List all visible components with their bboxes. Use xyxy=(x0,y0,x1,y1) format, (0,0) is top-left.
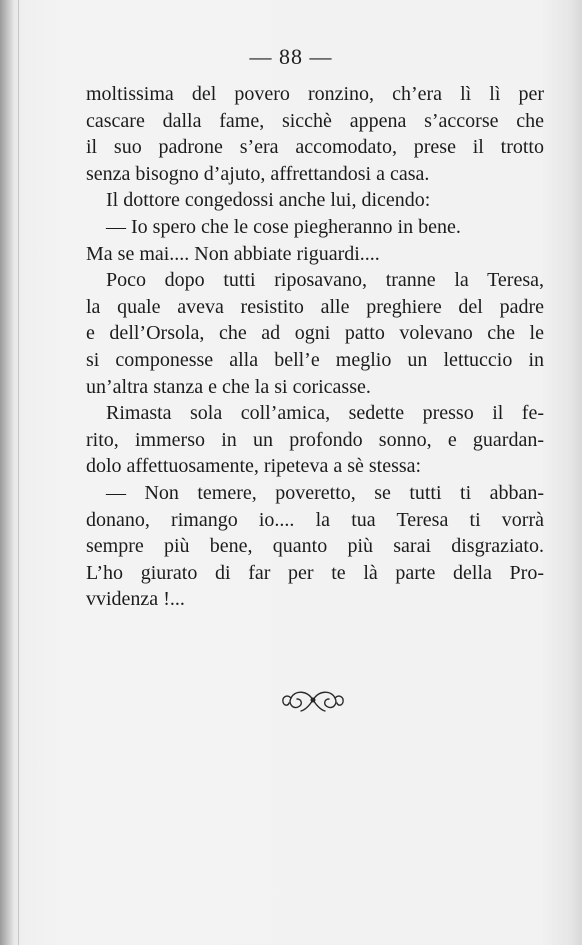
text-line: e dell’Orsola, che ad ogni patto volevano che le xyxy=(86,322,544,345)
text-line: — Non temere, poveretto, se tutti ti abban- xyxy=(106,481,544,504)
text-line: la quale aveva resistito alle preghiere del padre xyxy=(86,295,544,318)
text-line: sempre più bene, quanto più sarai disgraziato. xyxy=(86,535,544,558)
text-line: Poco dopo tutti riposavano, tranne la Teresa, xyxy=(106,269,544,292)
text-line: Ma se mai.... Non abbiate riguardi.... xyxy=(86,242,380,265)
text-line: vvidenza !... xyxy=(86,588,185,611)
text-line: Rimasta sola coll’amica, sedette presso il fe- xyxy=(106,402,544,425)
text-line: si componesse alla bell’e meglio un lettuccio in xyxy=(86,348,544,371)
text-line: senza bisogno d’ajuto, affrettandosi a casa. xyxy=(86,162,430,185)
text-line: un’altra stanza e che la si coricasse. xyxy=(86,375,371,398)
text-line: donano, rimango io.... la tua Teresa ti vorrà xyxy=(86,508,544,531)
text-line: L’ho giurato di far per te là parte della Pro- xyxy=(86,561,544,584)
text-line: dolo affettuosamente, ripeteva a sè stessa: xyxy=(86,455,422,478)
page-number: — 88 — xyxy=(249,44,333,69)
body-text xyxy=(86,81,544,613)
text-line: Il dottore congedossi anche lui, dicendo: xyxy=(106,189,431,212)
text-line: moltissima del povero ronzino, ch’era lì lì per xyxy=(86,83,544,105)
text-line: rito, immerso in un profondo sonno, e guardan- xyxy=(86,428,544,451)
fleuron-ornament-icon xyxy=(279,686,347,714)
text-line: cascare dalla fame, sicchè appena s’accorse che xyxy=(86,109,544,132)
binding-edge xyxy=(18,0,19,945)
text-line: il suo padrone s’era accomodato, prese il trotto xyxy=(86,136,544,159)
binding-shadow xyxy=(0,0,14,945)
text-line: — Io spero che le cose piegheranno in bene. xyxy=(106,215,461,238)
